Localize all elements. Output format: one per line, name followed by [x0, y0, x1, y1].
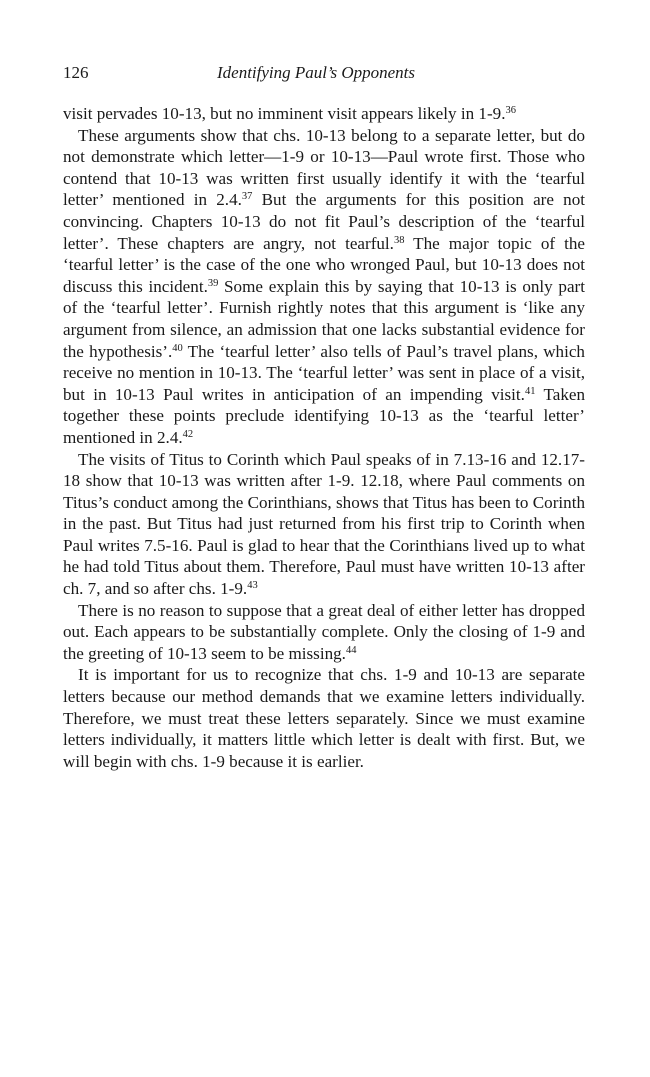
- page-header: [63, 63, 585, 87]
- text-run: visit pervades 10-13, but no imminent visit appears likely in 1-9.: [63, 104, 506, 123]
- text-run: The major topic of the ‘tearful letter’ is the case of the one who wronged Paul, but 10-13 does not discuss this incident.: [63, 233, 586, 296]
- text-run: These arguments show that chs. 10-13 belong to a separate letter, but do not demonstrate which letter—1-9 or 10-13—Paul wrote first. Those who contend that 10-13 was written first usually identify it with the ‘tearful letter’ mentioned in 2.4.: [63, 125, 585, 210]
- footnote-marker: 37: [241, 191, 253, 203]
- paragraph: [63, 664, 585, 772]
- footnote-marker: 40: [172, 342, 183, 354]
- footnote-marker: 39: [207, 277, 219, 289]
- paragraph: [63, 600, 585, 665]
- page-number: 126: [63, 63, 89, 82]
- footnote-marker: 41: [524, 385, 536, 397]
- text-run: Taken together these points preclude identifying 10-13 as the ‘tearful letter’ mentioned in 2.4.: [63, 384, 585, 447]
- footnote-marker: 42: [182, 428, 194, 440]
- body-text: [63, 103, 585, 772]
- footnote-marker: 43: [247, 580, 258, 592]
- paragraph: [63, 125, 585, 449]
- paragraph: [63, 449, 585, 600]
- text-run: There is no reason to suppose that a great deal of either letter has dropped out. Each appears to be substantially complete. Only the closing of 1-9 and the greeting of 10-13 seem to be missing.: [63, 600, 585, 663]
- running-title: Identifying Paul’s Opponents: [217, 63, 415, 82]
- text-run: The visits of Titus to Corinth which Paul speaks of in 7.13-16 and 12.17-18 show that 10-13 was written after 1-9. 12.18, where Paul comments on Titus’s conduct among the Corinthians, shows that Titus has been to Corinth in the past. But Titus had just returned from his first trip to Corinth when Paul writes 7.5-16. Paul is glad to hear that the Corinthians lived up to what he had told Titus about them. Therefore, Paul must have written 10-13 after ch. 7, and so after chs. 1-9.: [63, 449, 585, 599]
- text-run: It is important for us to recognize that chs. 1-9 and 10-13 are separate letters because our method demands that we examine letters individually. Therefore, we must treat these letters separately. Since we must examine letters individually, it matters little which letter is dealt with first. But, we will begin with chs. 1-9 because it is earlier.: [63, 665, 585, 771]
- footnote-marker: 38: [393, 234, 405, 246]
- text-run: The ‘tearful letter’ also tells of Paul’s travel plans, which receive no mention in 10-13. The ‘tearful letter’ was sent in place of a visit, but in 10-13 Paul writes in anticipation of an impending visit.: [63, 341, 585, 404]
- footnote-marker: 36: [505, 105, 516, 116]
- footnote-marker: 44: [345, 644, 357, 656]
- text-run: Some explain this by saying that 10-13 is only part of the ‘tearful letter’. Furnish rightly notes that this argument is ‘like any argument from silence, an admission that one lacks substantial evidence for the hypothesis’.: [63, 276, 585, 361]
- paragraph: [63, 103, 585, 125]
- text-run: But the arguments for this position are not convincing. Chapters 10-13 do not fit Paul’s description of the ‘tearful letter’. These chapters are angry, not tearful.: [63, 190, 585, 253]
